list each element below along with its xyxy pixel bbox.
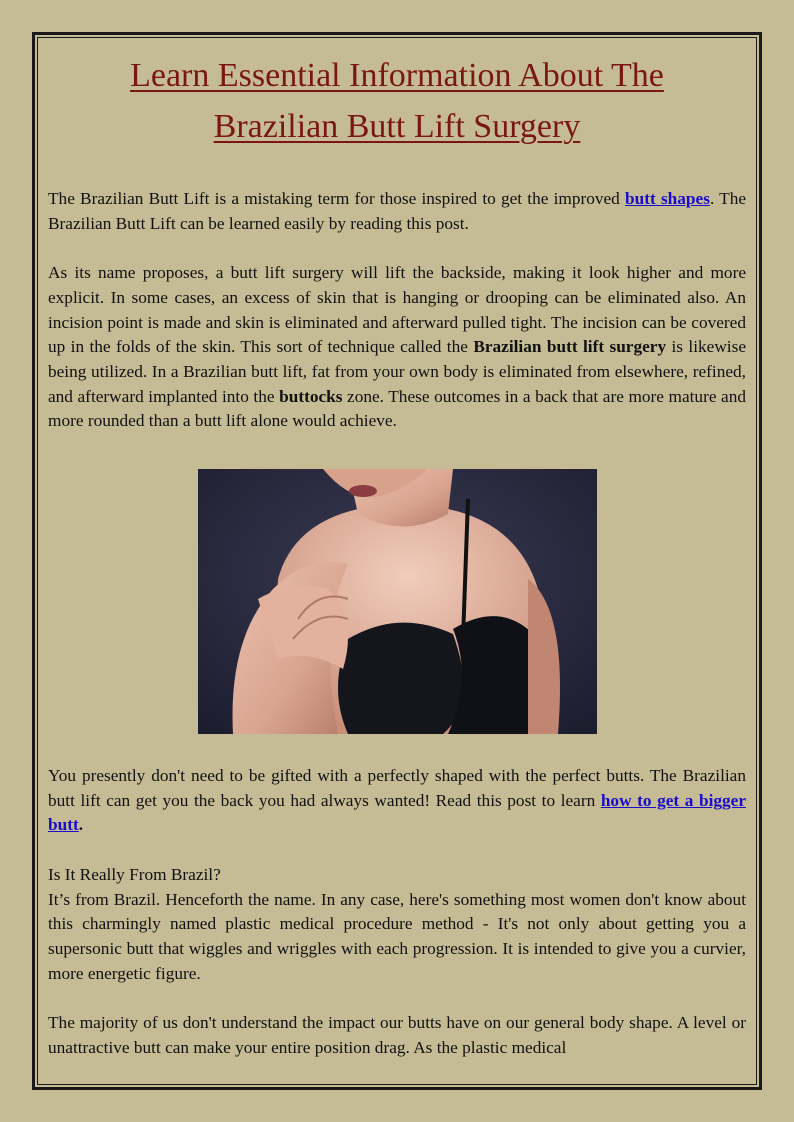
paragraph-brazil: It’s from Brazil. Henceforth the name. In any case, here's something most women don't know about this charmingly named plastic medical procedure method - It's not only about getting you a supersonic butt that wiggles and wriggles with each progression. It is intended to give you a curvier, more energetic figure. [48,889,746,983]
paragraph-intro [48,187,746,236]
buttocks-bold-term: buttocks [279,386,343,406]
lift-text-2: is likewise being utilized. In a Brazilian butt lift, fat from your own body is eliminated from elsewhere, refined, and afterward implanted into the [48,337,746,406]
butt-shapes-link[interactable]: butt shapes [625,189,710,208]
paragraph-lift-description [48,261,746,434]
lift-bold-term: Brazilian butt lift surgery [473,337,667,357]
lift-text-3: zone. These outcomes in a back that are more mature and more rounded than a butt lift alone would achieve. [48,386,746,431]
paragraph-intro-text: The Brazilian Butt Lift is a mistaking term for those inspired to get the improved [48,189,626,208]
title-line-1: Learn Essential Information About The [130,57,664,94]
bigger-butt-text: You presently don't need to be gifted with a perfectly shaped with the perfect butts. The Brazilian butt lift can get you the back you had always wanted! Read this post to learn [48,766,746,810]
bigger-butt-text-end: . [78,815,84,835]
section-heading-brazil: Is It Really From Brazil? [48,864,221,884]
article-photo-container [48,469,746,734]
lift-text-1: As its name proposes, a butt lift surgery will lift the backside, making it look higher and more explicit. In some cases, an excess of skin that is hanging or drooping can be eliminated also. An incision point is made and skin is eliminated and afterward pulled tight. The incision can be covered up in the folds of the skin. This sort of technique called the [48,263,746,357]
article-photo [198,469,597,734]
title-line-2: Brazilian Butt Lift Surgery [213,108,581,145]
paragraph-bigger-butt [48,764,746,838]
page-title [48,50,746,152]
document-content [48,50,746,1060]
paragraph-body-shape: The majority of us don't understand the impact our butts have on our general body shape. A level or unattractive butt can make your entire position drag. As the plastic medical [48,1013,746,1057]
bigger-butt-link[interactable]: how to get a bigger butt [48,790,746,835]
paragraph-intro-text-end: . The Brazilian Butt Lift can be learned easily by reading this post. [48,189,746,233]
